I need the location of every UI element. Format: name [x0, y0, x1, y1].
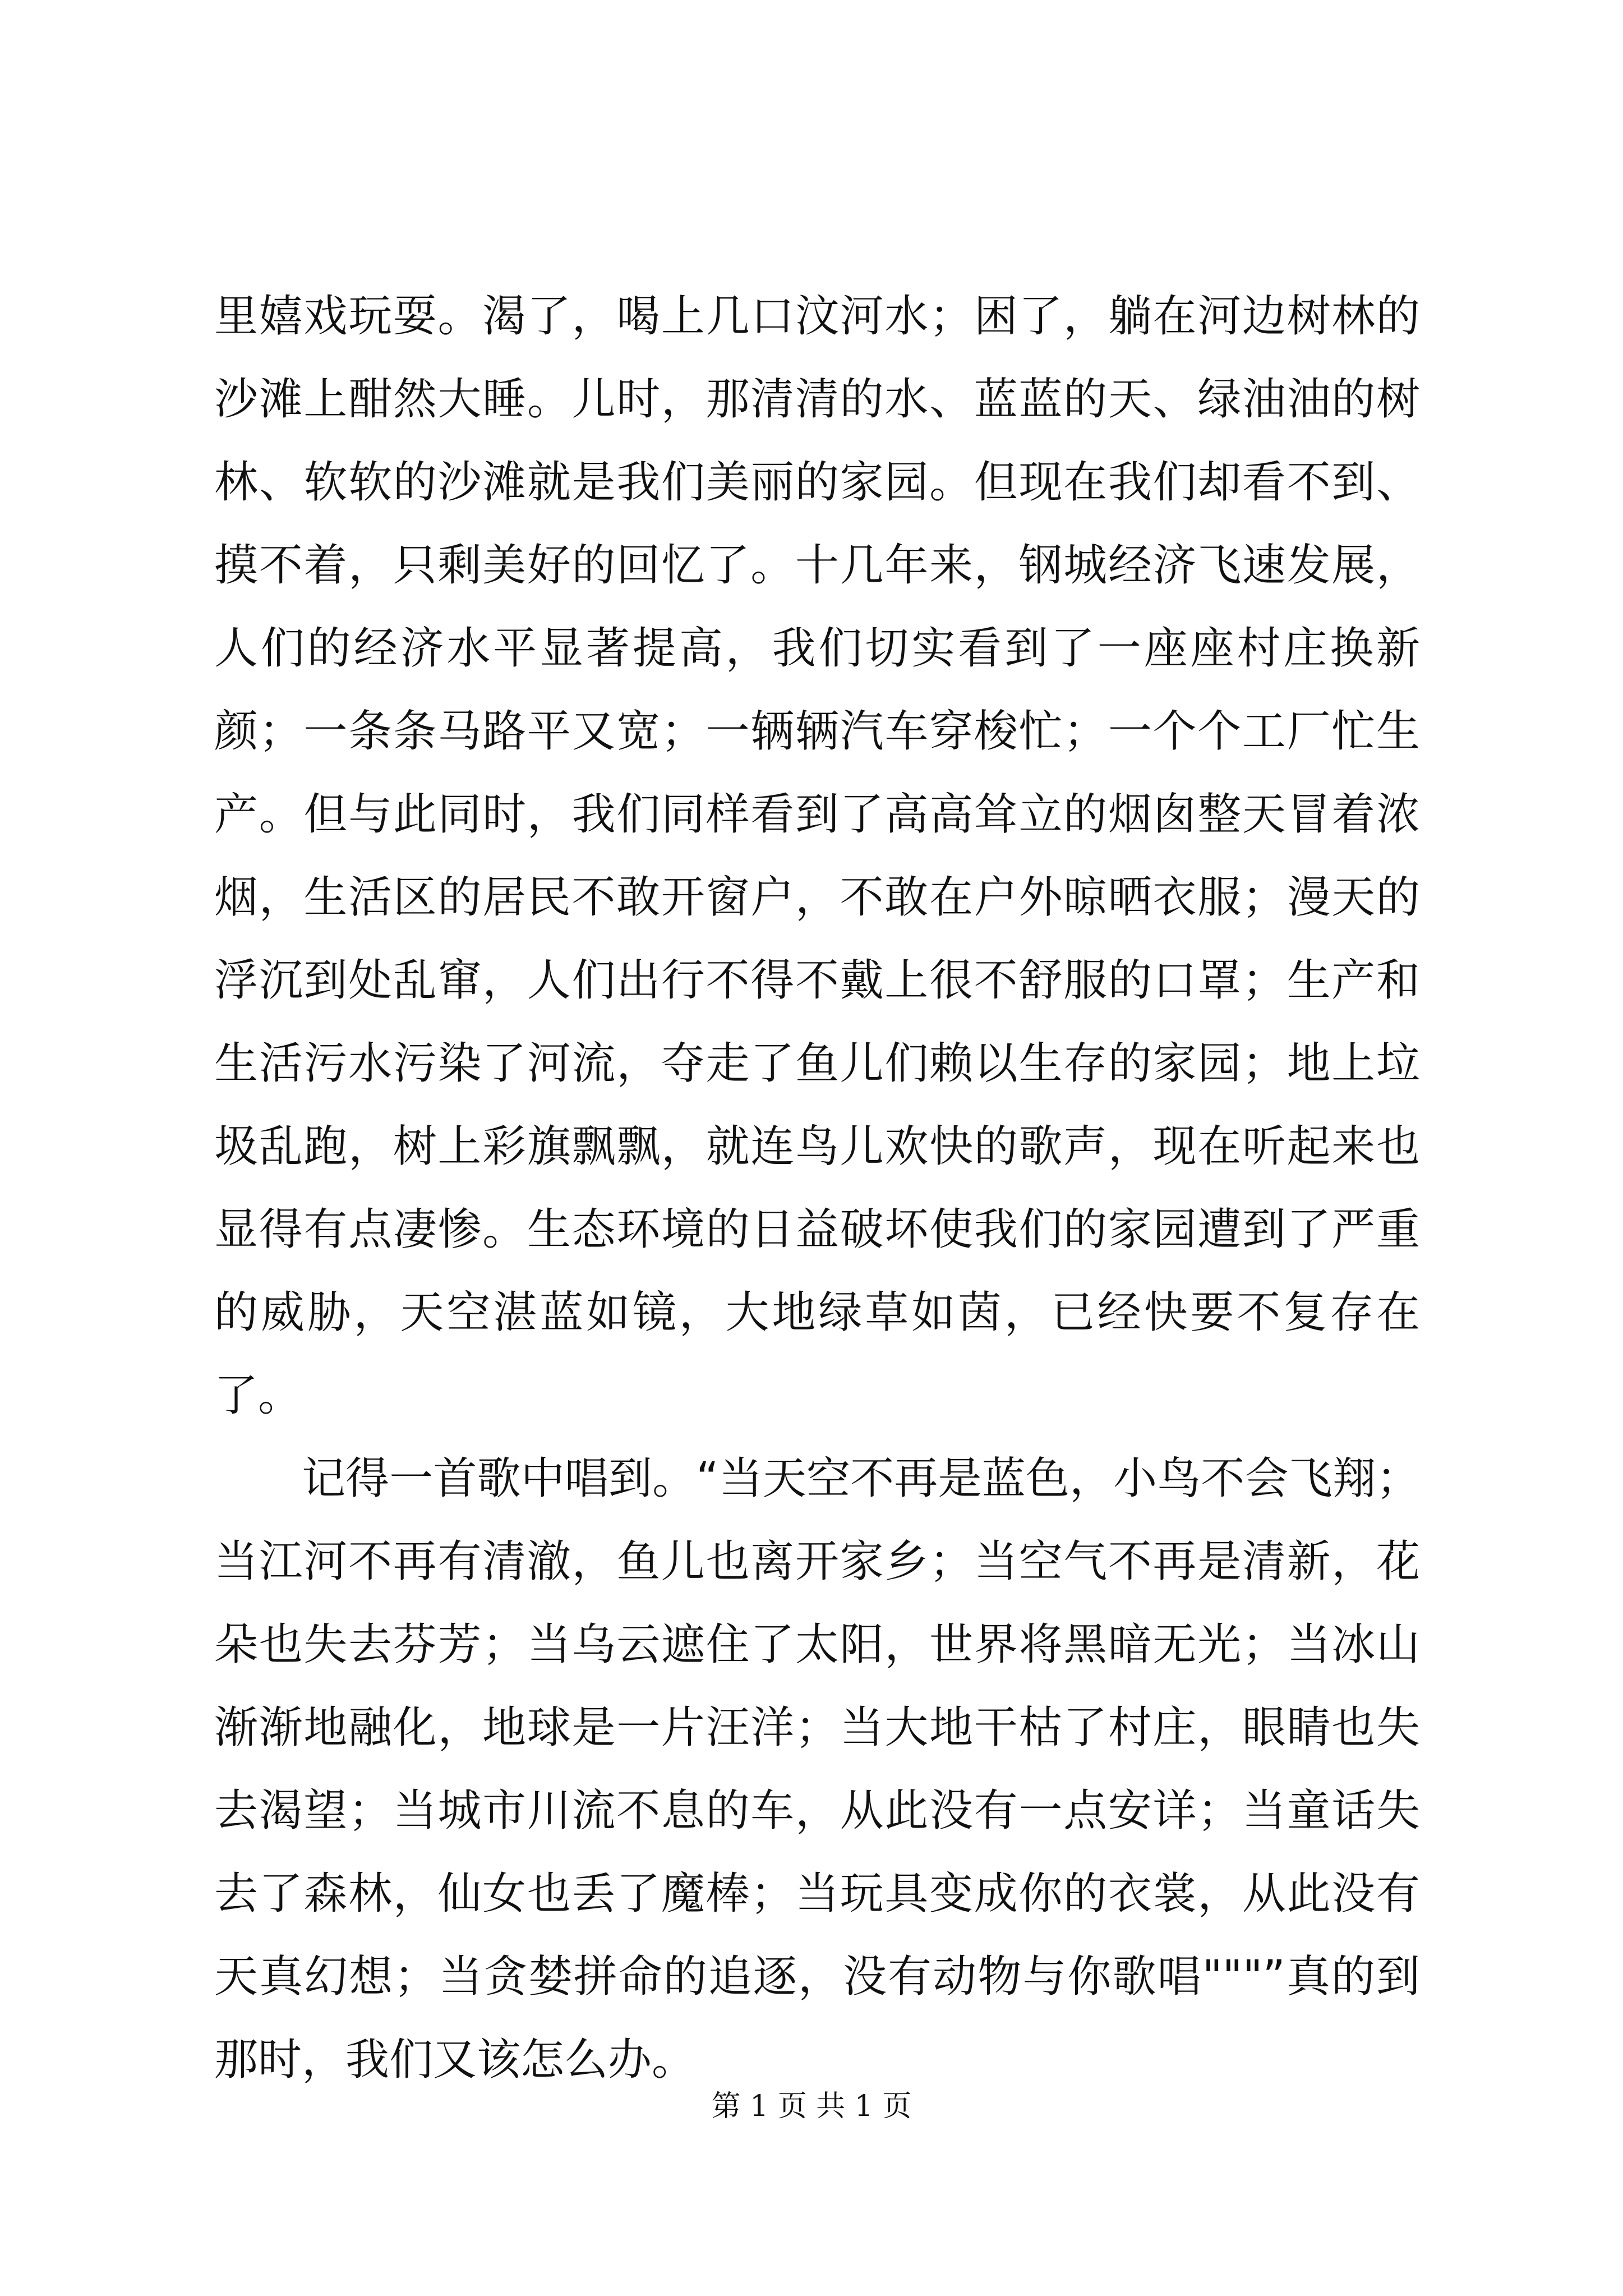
paragraph-2: 记得一首歌中唱到。“当天空不再是蓝色，小鸟不会飞翔；当江河不再有清澈，鱼儿也离开家乡；当空气不再是清新，花朵也失去芬芳；当乌云遮住了太阳，世界将黑暗无光；当冰山渐渐地融化，地球是一片汪洋；当大地干枯了村庄，眼睛也失去渴望；当城市川流不息的车，从此没有一点安详；当童话失去了森林，仙女也丢了魔棒；当玩具变成你的衣裳，从此没有天真幻想；当贪婪拼命的追逐，没有动物与你歌唱"""”真的到那时，我们又该怎么办。 — [214, 1453, 1420, 2085]
page-footer: 第 1 页 共 1 页 — [711, 2090, 912, 2123]
document-body — [214, 275, 1420, 2101]
paragraph-1: 里嬉戏玩耍。渴了，喝上几口汶河水；困了，躺在河边树林的沙滩上酣然大睡。儿时，那清清的水、蓝蓝的天、绿油油的树林、软软的沙滩就是我们美丽的家园。但现在我们却看不到、摸不着，只剩美好的回忆了。十几年来，钢城经济飞速发展，人们的经济水平显著提高，我们切实看到了一座座村庄换新颜；一条条马路平又宽；一辆辆汽车穿梭忙；一个个工厂忙生产。但与此同时，我们同样看到了高高耸立的烟囱整天冒着浓烟，生活区的居民不敢开窗户，不敢在户外晾晒衣服；漫天的浮沉到处乱窜，人们出行不得不戴上很不舒服的口罩；生产和生活污水污染了河流，夺走了鱼儿们赖以生存的家园；地上垃圾乱跑，树上彩旗飘飘，就连鸟儿欢快的歌声，现在听起来也显得有点凄惨。生态环境的日益破坏使我们的家园遭到了严重的威胁，天空湛蓝如镜，大地绿草如茵，已经快要不复存在了。 — [214, 291, 1420, 1421]
